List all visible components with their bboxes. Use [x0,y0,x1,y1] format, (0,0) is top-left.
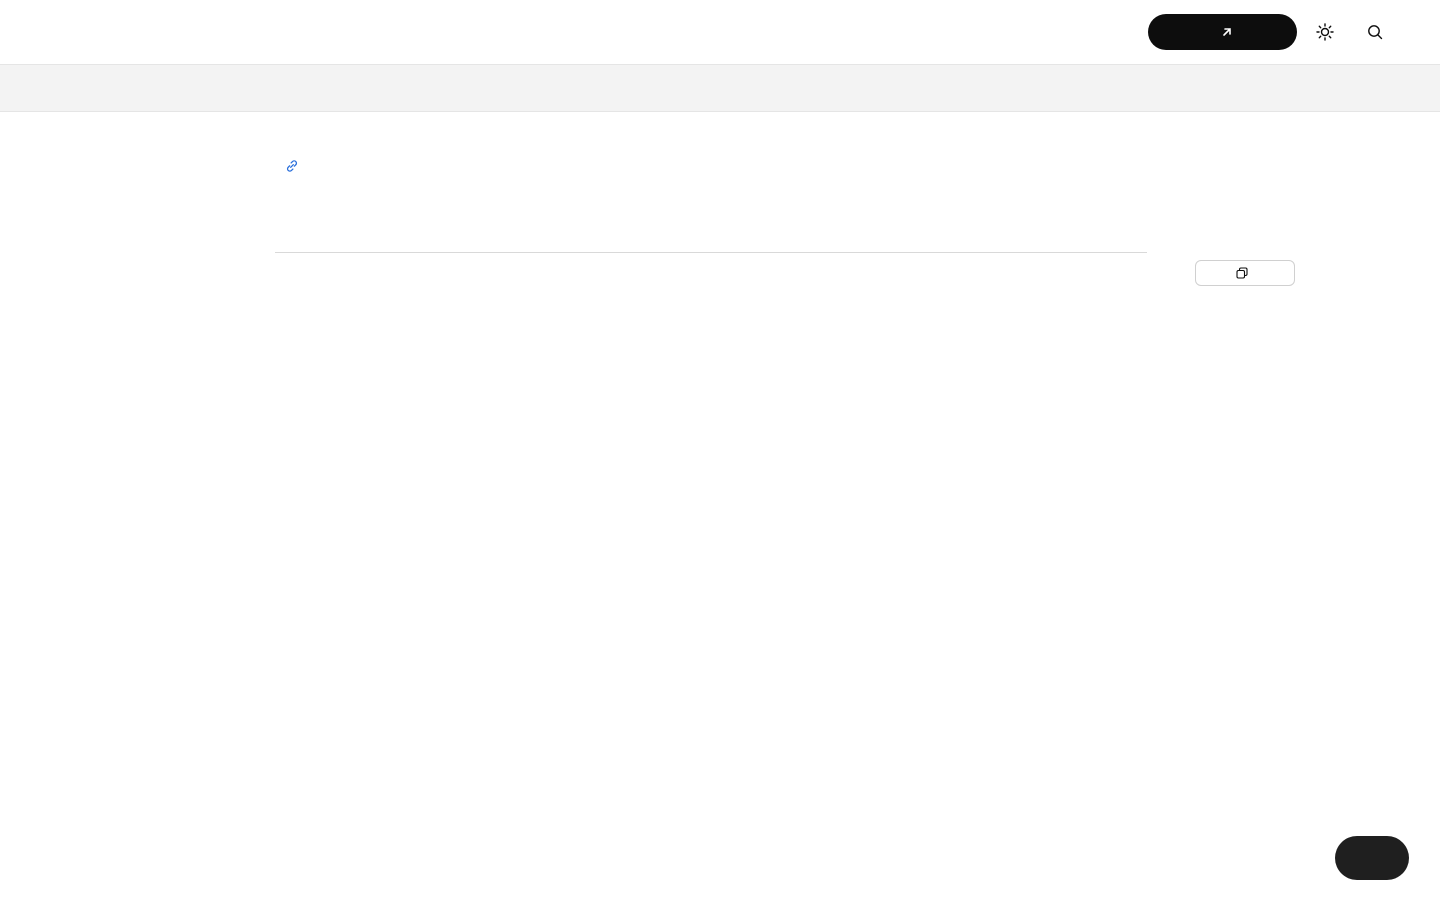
copy-page-button[interactable] [1195,260,1295,286]
arrow-up-right-icon [1221,26,1233,38]
table-header [275,216,1147,253]
api-errors-table [275,216,1147,253]
column-header-overview [551,216,1147,252]
main-content [275,112,1147,900]
sub-nav [0,64,1440,112]
search-button[interactable] [1363,20,1387,44]
left-sidebar [0,112,230,900]
section-heading [275,159,299,173]
search-icon [1367,24,1383,40]
theme-toggle-button[interactable] [1313,20,1337,44]
copy-icon [1236,267,1248,279]
top-bar [0,0,1440,64]
api-dashboard-button[interactable] [1148,14,1297,50]
ask-ai-button[interactable] [1335,836,1409,880]
anchor-link-icon[interactable] [285,159,299,173]
column-header-code [275,216,551,252]
sun-icon [1316,23,1334,41]
